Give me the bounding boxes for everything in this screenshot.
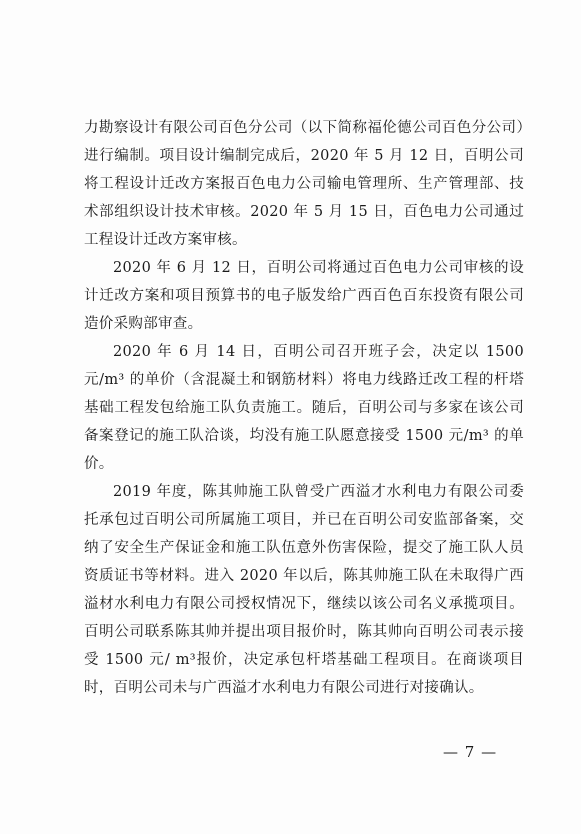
paragraph-1: 力勘察设计有限公司百色分公司（以下简称福伦德公司百色分公司）进行编制。项目设计编制完成后，2020 年 5 月 12 日，百明公司将工程设计迁改方案报百色电力公司输电管理所、生产管理部、技术部组织设计技术审核。2020 年 5 月 15 日，百色电力公司通过工程设计迁改方案审核。 [84, 120, 524, 248]
page-number: — 7 — [443, 743, 498, 761]
document-body [84, 114, 524, 702]
paragraph-3: 2020 年 6 月 14 日，百明公司召开班子会，决定以 1500 元/m³ 的单价（含混凝土和钢筋材料）将电力线路迁改工程的杆塔基础工程发包给施工队负责施工。随后，百明公司与多家在该公司备案登记的施工队洽谈，均没有施工队愿意接受 1500 元/m³ 的单价。 [84, 344, 524, 472]
paragraph-4: 2019 年度，陈其帅施工队曾受广西溢才水利电力有限公司委托承包过百明公司所属施工项目，并已在百明公司安监部备案，交纳了安全生产保证金和施工队伍意外伤害保险，提交了施工队人员资质证书等材料。进入 2020 年以后，陈其帅施工队在未取得广西溢材水利电力有限公司授权情况下，继续以该公司名义承揽项目。百明公司联系陈其帅并提出项目报价时，陈其帅向百明公司表示接受 1500 元/ m³报价，决定承包杆塔基础工程项目。在商谈项目时，百明公司未与广西溢才水利电力有限公司进行对接确认。 [84, 484, 524, 696]
paragraph-2: 2020 年 6 月 12 日，百明公司将通过百色电力公司审核的设计迁改方案和项目预算书的电子版发给广西百色百东投资有限公司造价采购部审查。 [84, 260, 524, 332]
